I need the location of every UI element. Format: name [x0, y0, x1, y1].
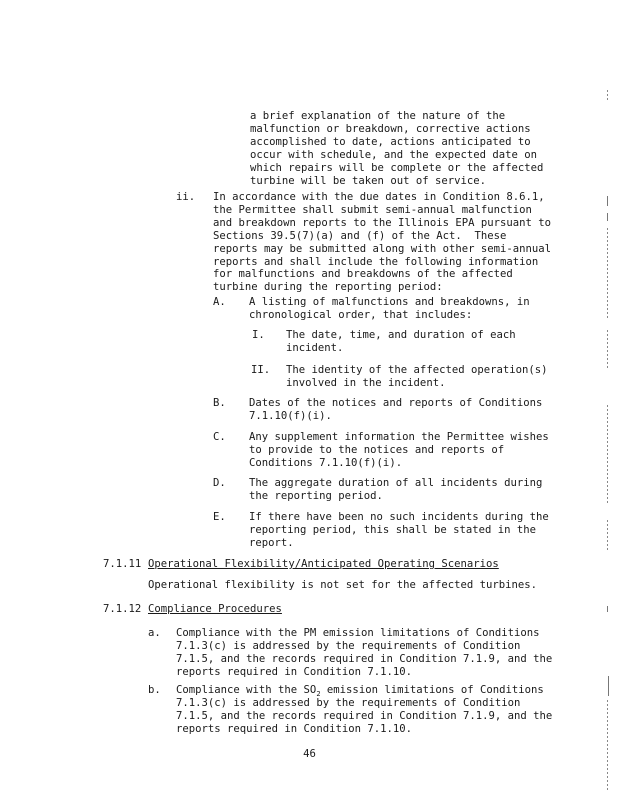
revision-bar: [607, 213, 608, 221]
text-line: a brief explanation of the nature of the: [250, 110, 506, 122]
item-ii-label: ii.: [176, 191, 196, 203]
text-line: 7.1.3(c) is addressed by the requirements of Condition: [176, 639, 521, 652]
item-C-text: [249, 431, 549, 470]
text-line: 7.1.10(f)(i).: [249, 409, 332, 422]
item-C-label: C.: [213, 431, 226, 443]
revision-bar: [607, 606, 608, 612]
margin-mark: [607, 330, 608, 370]
text-line: Any supplement information the Permittee wishes: [249, 431, 549, 443]
text-line: Dates of the notices and reports of Conditions: [249, 397, 543, 409]
text-line: the Permittee shall submit semi-annual malfunction: [213, 203, 532, 216]
section-heading: Compliance Procedures: [148, 603, 282, 615]
text-span: emission limitations of Conditions: [320, 684, 544, 696]
margin-mark: [607, 405, 608, 505]
text-line: report.: [249, 536, 294, 549]
text-line: Compliance with the PM emission limitations of Conditions: [176, 627, 540, 639]
page-number: 46: [303, 748, 316, 760]
text-line: 7.1.5, and the records required in Condition 7.1.9, and the: [176, 652, 553, 665]
text-line: and breakdown reports to the Illinois EPA pursuant to: [213, 216, 552, 229]
section-number: 7.1.11: [103, 558, 142, 570]
text-line: reports and shall include the following information: [213, 255, 539, 268]
text-line: reports may be submitted along with other semi-annual: [213, 242, 552, 255]
item-a-label: a.: [148, 627, 161, 639]
item-B-text: [249, 397, 542, 423]
text-line: involved in the incident.: [286, 376, 446, 389]
item-A-II-label: II.: [251, 364, 271, 376]
text-line: accomplished to date, actions anticipated to: [250, 135, 531, 148]
section-heading: Operational Flexibility/Anticipated Operating Scenarios: [148, 558, 499, 570]
item-b-text: [176, 684, 552, 736]
text-line: 7.1.3(c) is addressed by the requirements of Condition: [176, 696, 521, 709]
text-line: Sections 39.5(7)(a) and (f) of the Act. These: [213, 229, 507, 242]
text-line: chronological order, that includes:: [249, 308, 473, 321]
text-line: reporting period, this shall be stated in the: [249, 523, 537, 536]
text-span: Compliance with the SO: [176, 684, 317, 696]
text-line: The identity of the affected operation(s): [286, 364, 548, 376]
text-line: the reporting period.: [249, 489, 383, 502]
item-b-label: b.: [148, 684, 161, 696]
item-D-text: [249, 477, 542, 503]
item-A-text: [249, 296, 530, 322]
revision-bar: [607, 196, 608, 206]
text-line: reports required in Condition 7.1.10.: [176, 665, 412, 678]
margin-mark: [607, 700, 608, 790]
margin-mark: [607, 90, 608, 102]
text-line: turbine during the reporting period:: [213, 281, 443, 294]
margin-mark: [607, 228, 608, 318]
item-E-label: E.: [213, 511, 226, 523]
item-E-text: [249, 511, 549, 550]
section-number: 7.1.12: [103, 603, 142, 615]
item-A-label: A.: [213, 296, 226, 308]
item-D-label: D.: [213, 477, 226, 489]
revision-bar: [608, 676, 609, 696]
text-line: 7.1.5, and the records required in Condition 7.1.9, and the: [176, 709, 553, 722]
item-A-I-text: [286, 329, 516, 355]
text-line: occur with schedule, and the expected date on: [250, 148, 538, 161]
subscript: 2: [316, 690, 321, 699]
text-line: A listing of malfunctions and breakdowns, in: [249, 296, 530, 308]
text-line: The aggregate duration of all incidents during: [249, 477, 543, 489]
text-line: In accordance with the due dates in Condition 8.6.1,: [213, 191, 545, 203]
text-line: malfunction or breakdown, corrective actions: [250, 122, 531, 135]
item-A-II-text: [286, 364, 548, 390]
text-line: If there have been no such incidents during the: [249, 511, 549, 523]
item-B-label: B.: [213, 397, 226, 409]
text-line: turbine will be taken out of service.: [250, 174, 486, 187]
text-line: which repairs will be complete or the affected: [250, 161, 544, 174]
continuation-paragraph: [250, 110, 543, 187]
text-line: [176, 684, 552, 697]
margin-mark: [607, 520, 608, 550]
text-line: The date, time, and duration of each: [286, 329, 516, 341]
section-body: [148, 579, 537, 592]
item-ii-text: [213, 191, 551, 294]
item-a-text: [176, 627, 552, 679]
text-line: incident.: [286, 341, 344, 354]
text-line: Conditions 7.1.10(f)(i).: [249, 456, 403, 469]
text-line: Operational flexibility is not set for the affected turbines.: [148, 579, 538, 591]
text-line: to provide to the notices and reports of: [249, 443, 505, 456]
text-line: reports required in Condition 7.1.10.: [176, 722, 412, 735]
text-line: for malfunctions and breakdowns of the affected: [213, 268, 513, 281]
item-A-I-label: I.: [252, 329, 265, 341]
